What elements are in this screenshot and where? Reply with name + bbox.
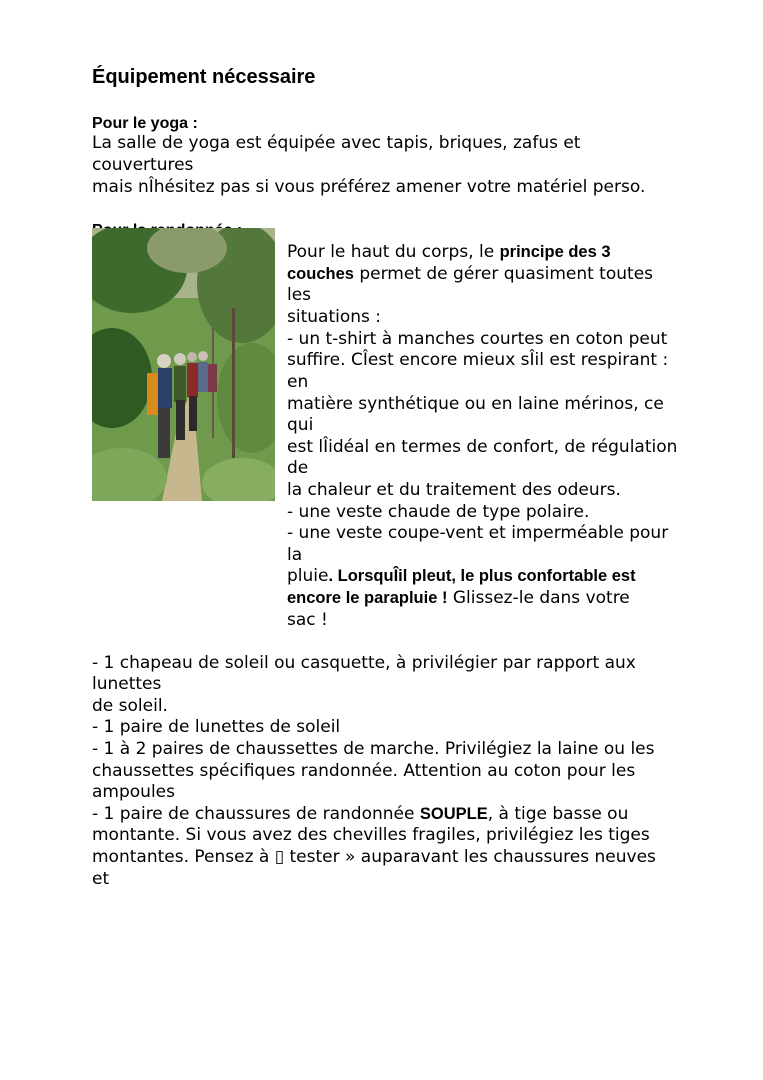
hike-rain-text: pluie bbox=[287, 566, 329, 586]
yoga-heading: Pour le yoga : bbox=[92, 115, 198, 132]
page-title: Équipement nécessaire bbox=[92, 66, 316, 88]
hike-line: qui bbox=[287, 415, 314, 435]
hike-rain-bold: . LorsquÎil pleut, le plus confortable est bbox=[328, 567, 636, 585]
shoes-line: montante. Si vous avez des chevilles fragiles, privilégiez les tiges bbox=[92, 825, 650, 845]
hike-intro-text: Pour le haut du corps, le bbox=[287, 242, 500, 262]
hike-line: est lÎidéal en termes de confort, de régulation bbox=[287, 437, 678, 457]
yoga-line: couvertures bbox=[92, 155, 194, 175]
hike-intro-text: permet de gérer quasiment toutes bbox=[353, 264, 654, 284]
yoga-line: La salle de yoga est équipée avec tapis, briques, zafus et bbox=[92, 133, 581, 153]
list-line: ampoules bbox=[92, 782, 175, 802]
hike-line: matière synthétique ou en laine mérinos, ce bbox=[287, 394, 664, 414]
hike-rain-bold: encore le parapluie ! bbox=[287, 589, 448, 607]
hike-rain-line: sac ! bbox=[287, 610, 328, 630]
hike-intro-bold: principe des 3 bbox=[499, 243, 611, 261]
yoga-line: mais nÎhésitez pas si vous préférez amener votre matériel perso. bbox=[92, 177, 646, 197]
hike-line: la chaleur et du traitement des odeurs. bbox=[287, 480, 621, 500]
shoes-text: - 1 paire de chaussures de randonnée bbox=[92, 804, 420, 824]
hike-intro-line bbox=[287, 264, 653, 286]
hike-line: suffire. CÎest encore mieux sÎil est respirant : bbox=[287, 350, 669, 370]
shoes-line bbox=[92, 804, 628, 826]
hike-line: - une veste chaude de type polaire. bbox=[287, 502, 590, 522]
hike-rain-line bbox=[287, 566, 636, 588]
hike-line: la bbox=[287, 545, 303, 565]
list-line: lunettes bbox=[92, 674, 162, 694]
list-line: chaussettes spécifiques randonnée. Attention au coton pour les bbox=[92, 761, 636, 781]
hike-line: de bbox=[287, 458, 309, 478]
list-line: - 1 chapeau de soleil ou casquette, à privilégier par rapport aux bbox=[92, 653, 636, 673]
hikers-photo bbox=[92, 228, 275, 501]
shoes-text: , à tige basse ou bbox=[487, 804, 629, 824]
hike-rain-text: Glissez-le dans votre bbox=[447, 588, 630, 608]
hike-intro-line bbox=[287, 242, 611, 264]
shoes-line: montantes. Pensez à ▯ tester » auparavant les chaussures neuves bbox=[92, 847, 656, 867]
shoes-line: et bbox=[92, 869, 110, 889]
hike-line: les bbox=[287, 285, 312, 305]
list-line: - 1 paire de lunettes de soleil bbox=[92, 717, 341, 737]
hike-intro-bold: couches bbox=[287, 265, 354, 283]
hike-line: - un t-shirt à manches courtes en coton peut bbox=[287, 329, 668, 349]
shoes-bold: SOUPLE bbox=[419, 805, 488, 823]
hike-line: situations : bbox=[287, 307, 381, 327]
hike-line: en bbox=[287, 372, 309, 392]
list-line: - 1 à 2 paires de chaussettes de marche. Privilégiez la laine ou les bbox=[92, 739, 655, 759]
hikers-on-trail-photo-icon bbox=[92, 228, 275, 501]
list-line: de soleil. bbox=[92, 696, 168, 716]
hike-rain-line bbox=[287, 588, 630, 610]
hike-line: - une veste coupe-vent et imperméable pour bbox=[287, 523, 669, 543]
